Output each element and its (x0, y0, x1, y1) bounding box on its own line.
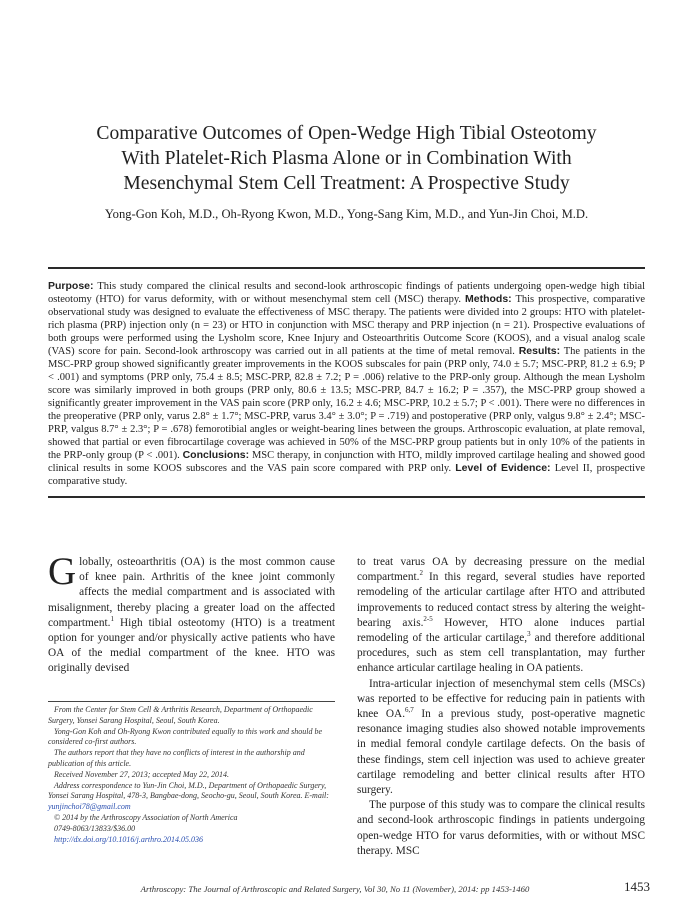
author-list: Yong-Gon Koh, M.D., Oh-Ryong Kwon, M.D., Yong-Sang Kim, M.D., and Yun-Jin Choi, M.D. (104, 207, 589, 221)
footnote-contribution: Yong-Gon Koh and Oh-Ryong Kwon contributed equally to this work and should be considered co-first authors. (48, 726, 322, 747)
intro-paragraph-cont: High tibial osteotomy (HTO) is a treatment option for younger and/or physically active patients who have OA of the medial compartment of the knee. HTO was originally devised (48, 616, 335, 675)
level-of-evidence-text: Level II, prospective comparative study. (48, 463, 645, 487)
body-right-column (357, 555, 645, 859)
journal-citation: Arthroscopy: The Journal of Arthroscopic and Related Surgery, Vol 30, No 11 (November), 2014: pp 1453-1460 (140, 884, 530, 894)
title-line: Comparative Outcomes of Open-Wedge High Tibial Osteotomy (96, 123, 597, 144)
page-number: 1453 (624, 879, 650, 894)
intro-paragraph: lobally, osteoarthritis (OA) is the most common cause of knee pain. Arthritis of the knee joint commonly affects the medial compartment and is associated with misalignment, thereby placing a greater load on the affected compartment. (48, 556, 335, 629)
footnote-correspondence: Address correspondence to Yun-Jin Choi, M.D., Department of Orthopaedic Surgery, Yonsei Sarang Hospital, 478-3, Bangbae-dong, Seocho-gu, Seoul, South Korea. E-mail: yunjinchoi78@gmail.com (48, 780, 329, 812)
citation-ref[interactable]: 2 (419, 569, 423, 578)
title-line: With Platelet-Rich Plasma Alone or in Combination With (121, 148, 572, 169)
footnote-copyright: © 2014 by the Arthroscopy Association of North America (54, 812, 238, 822)
title-line: Mesenchymal Stem Cell Treatment: A Prospective Study (123, 173, 570, 194)
results-label: Results: (518, 345, 561, 357)
footnote-affiliation: From the Center for Stem Cell & Arthritis Research, Department of Orthopaedic Surgery, Yonsei Sarang Hospital, Seoul, South Korea. (48, 705, 313, 725)
paragraph: The purpose of this study was to compare the clinical results and second-look arthroscopic findings in patients undergoing open-wedge HTO for varus deformities, with or without MSC therapy. MSC (357, 799, 645, 857)
footnote-issn: 0749-8063/13833/$36.00 (54, 823, 136, 833)
methods-label: Methods: (465, 293, 512, 305)
footnote-dates: Received November 27, 2013; accepted May 22, 2014. (54, 769, 230, 779)
purpose-label: Purpose: (48, 280, 94, 292)
paragraph: Intra-articular injection of mesenchymal stem cells (MSCs) was reported to be effective for reducing pain in patients with knee OA.$^{6,7}$ In a previous study, post-operative magnetic resonance imaging studies also showed notable improvements in medial femoral condyle cartilage defects. On the basis of these findings, stem cell injection was used to achieve greater cartilage remodeling and better clinical results after HTO surgery. (357, 677, 645, 797)
conclusions-text: MSC therapy, in conjunction with HTO, mildly improved cartilage healing and showed good clinical results in some KOOS subscores and the VAS pain score compared with PRP only. (48, 450, 645, 474)
drop-cap: G (48, 550, 77, 593)
doi-link[interactable]: http://dx.doi.org/10.1016/j.arthro.2014.05.036 (54, 834, 203, 844)
citation-ref[interactable]: 1 (110, 615, 114, 624)
body-left-column (48, 550, 335, 677)
citation-ref[interactable]: 2-5 (423, 615, 433, 624)
email-link[interactable]: yunjinchoi78@gmail.com (48, 802, 131, 812)
article-title (30, 121, 663, 196)
purpose-text: This study compared the clinical results and second-look arthroscopic findings of patients undergoing open-wedge high tibial osteotomy (HTO) for varus deformity, with or without mesenchymal stem cell (MSC) therapy. (48, 281, 645, 305)
citation-ref[interactable]: 6,7 (405, 706, 414, 715)
methods-text: This prospective, comparative observational study was designed to evaluate the effectiveness of MSC therapy. The patients were divided into 2 groups: HTO with platelet-rich plasma (PRP) injection only (n = 23) or HTO in conjunction with MSC therapy and PRP injection (n = 21). Prospective evaluations of both groups were performed using the Lysholm score, Knee Injury and Osteoarthritis Outcome Score (KOOS), and a visual analog scale (VAS) score for pain. Second-look arthroscopy was carried out in all patients at the time of metal removal. (48, 294, 646, 357)
footnote-conflict: The authors report that they have no conflicts of interest in the authorship and publication of this article. (48, 748, 305, 768)
paragraph: to treat varus OA by decreasing pressure on the medial compartment.$^2$ In this regard, several studies have reported remodeling of the articular cartilage after HTO and attributed improvements to reduced contact stress by altering the weight-bearing axis.$^{2-5}$ However, HTO alone induces partial remodeling of the articular cartilage,$^3$ and therefore additional procedures, such as stem cell transplantation, may further enhance articular cartilage healing in OA patients. (357, 556, 645, 675)
level-of-evidence-label: Level of Evidence: (455, 462, 551, 474)
results-text: The patients in the MSC-PRP group showed significantly greater improvements in the KOOS subscales for pain (PRP only, 74.0 ± 5.7; MSC-PRP, 81.2 ± 6.9; P < .001) and symptoms (PRP only, 75.4 ± 8.5; MSC-PRP, 82.8 ± 7.2; P = .006) relative to the PRP-only group. Although the mean Lysholm score was similarly improved in both groups (PRP only, 80.6 ± 13.5; MSC-PRP, 84.7 ± 16.2; P = .357), the MSC-PRP group showed a significantly greater improvement in the VAS pain score (PRP only, 16.2 ± 4.6; MSC-PRP, 10.2 ± 5.7; P < .001). There were no differences in the preoperative (PRP only, varus 2.8° ± 1.7°; MSC-PRP, varus 3.4° ± 3.0°; P = .719) and postoperative (PRP only, valgus 9.8° ± 2.4°; MSC-PRP, valgus 8.7° ± 2.3°; P = .678) femorotibial angles or weight-bearing lines between the groups. Arthroscopic evaluation, at plate removal, showed that partial or even fibrocartilage coverage was achieved in 50% of the MSC-PRP group patients but in only 10% of the patients in the PRP-only group (P < .001). (48, 346, 646, 461)
abstract-box (48, 267, 645, 498)
article-footnotes (48, 701, 335, 845)
citation-ref[interactable]: 3 (527, 630, 531, 639)
conclusions-label: Conclusions: (182, 449, 250, 461)
